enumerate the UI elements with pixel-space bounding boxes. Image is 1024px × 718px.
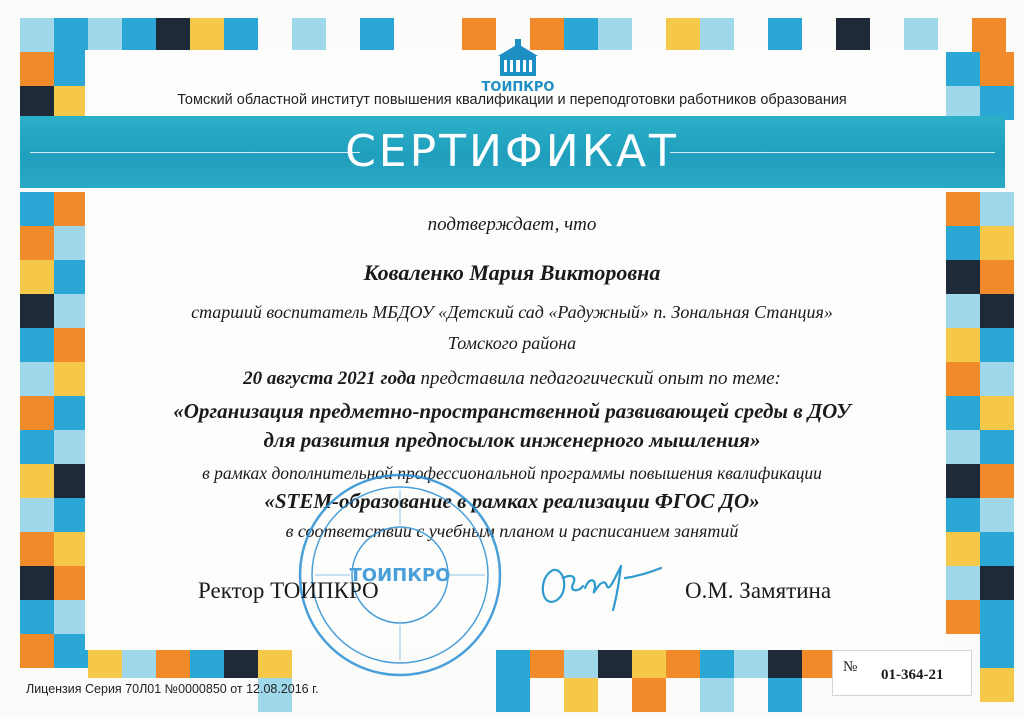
border-tile: [88, 18, 122, 52]
border-tile: [190, 18, 224, 52]
border-tile: [20, 566, 54, 600]
license-text: Лицензия Серия 70Л01 №0000850 от 12.08.2016 г.: [26, 682, 319, 696]
border-tile: [20, 634, 54, 668]
border-tile: [598, 18, 632, 52]
border-tile: [20, 600, 54, 634]
border-tile: [360, 18, 394, 52]
border-tile: [20, 18, 54, 52]
border-tile: [700, 18, 734, 52]
border-tile: [980, 52, 1014, 86]
border-tile: [632, 678, 666, 712]
border-tile: [564, 18, 598, 52]
official-stamp: [295, 470, 505, 680]
border-tile: [946, 52, 980, 86]
curriculum-text: в соответствии с учебным планом и расписанием занятий: [285, 521, 739, 541]
number-sign: №: [843, 659, 858, 675]
border-tile: [54, 634, 88, 668]
border-tile: [980, 566, 1014, 600]
institute-name: Томский областной институт повышения квалификации и переподготовки работников образования: [177, 92, 847, 108]
presentation-text: представила педагогический опыт по теме:: [415, 368, 781, 389]
border-tile: [768, 678, 802, 712]
border-tile: [666, 18, 700, 52]
border-tile: [496, 678, 530, 712]
border-tile: [564, 678, 598, 712]
topic-title: [0, 397, 1024, 455]
rector-title: Ректор ТОИПКРО: [198, 578, 379, 603]
border-tile: [980, 668, 1014, 702]
border-tile: [980, 634, 1014, 668]
border-tile: [122, 18, 156, 52]
recipient-position: старший воспитатель МБДОУ «Детский сад «Радужный» п. Зональная Станция»: [191, 302, 833, 322]
border-tile: [54, 52, 88, 86]
framework-text: в рамках дополнительной профессиональной программы повышения квалификации: [202, 463, 822, 483]
certificate-title: СЕРТИФИКАТ: [345, 126, 679, 177]
topic-line: для развития предпосылок инженерного мышления»: [263, 428, 761, 452]
handwritten-signature: [535, 548, 665, 618]
border-tile: [156, 18, 190, 52]
border-tile: [904, 18, 938, 52]
signer-name: О.М. Замятина: [685, 578, 832, 603]
border-tile: [946, 566, 980, 600]
border-tile: [972, 18, 1006, 52]
border-tile: [20, 52, 54, 86]
border-tile: [836, 18, 870, 52]
topic-line: «Организация предметно-пространственной развивающей среды в ДОУ: [173, 399, 851, 423]
border-tile: [54, 566, 88, 600]
border-tile: [224, 18, 258, 52]
recipient-name: Коваленко Мария Викторовна: [363, 260, 661, 285]
presentation-line: [0, 368, 1024, 390]
border-tile: [54, 18, 88, 52]
border-tile: [700, 678, 734, 712]
border-tile: [292, 18, 326, 52]
recipient-district: Томского района: [447, 333, 577, 353]
certificate-number: 01-364-21: [881, 667, 944, 683]
program-title: «STEM-образование в рамках реализации ФГОС ДО»: [264, 489, 760, 513]
border-tile: [946, 600, 980, 634]
border-tile: [980, 600, 1014, 634]
confirms-text: подтверждает, что: [427, 214, 597, 235]
svg-text:ТОИПКРО: ТОИПКРО: [481, 80, 555, 94]
border-tile: [768, 18, 802, 52]
border-tile: [54, 600, 88, 634]
institute-logo: [478, 38, 558, 94]
stamp-text: ТОИПКРО: [349, 565, 451, 586]
certificate-number-box: [832, 650, 972, 696]
presentation-date: 20 августа 2021 года: [243, 368, 416, 389]
